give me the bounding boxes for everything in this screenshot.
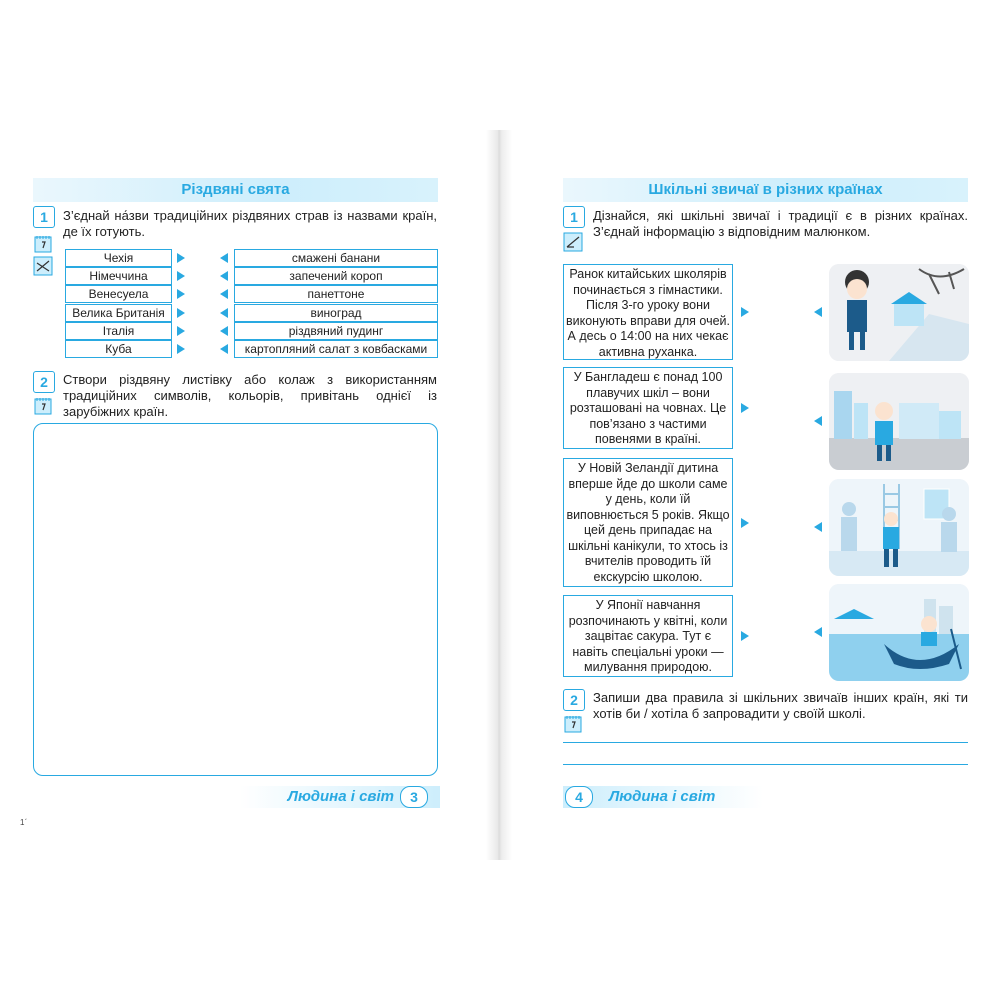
bangladesh-school-picture: [829, 373, 969, 470]
connect-arrow-icon[interactable]: [741, 307, 749, 317]
connect-icon: [563, 232, 583, 252]
connect-arrow-icon[interactable]: [814, 522, 822, 532]
dish-item: виноград: [234, 304, 438, 322]
dish-item: смажені банани: [234, 249, 438, 267]
subject-name: Людина і світ: [609, 788, 716, 805]
country-item: Куба: [65, 340, 172, 358]
country-item: Італія: [65, 322, 172, 340]
china-school-picture: [829, 264, 969, 361]
corner-mark: 1ˊ: [20, 818, 28, 827]
country-item: Велика Британія: [65, 304, 172, 322]
connect-arrow-icon[interactable]: [177, 253, 185, 263]
new-zealand-school-picture: [829, 479, 969, 576]
japan-school-picture: [829, 584, 969, 681]
dish-item: запечений короп: [234, 267, 438, 285]
connect-arrow-icon[interactable]: [741, 403, 749, 413]
connect-arrow-icon[interactable]: [220, 344, 228, 354]
connect-arrow-icon[interactable]: [741, 631, 749, 641]
connect-arrow-icon[interactable]: [220, 308, 228, 318]
dish-item: панеттоне: [234, 285, 438, 303]
answer-line[interactable]: [563, 742, 968, 743]
connect-arrow-icon[interactable]: [814, 416, 822, 426]
left-page: [0, 0, 488, 860]
page-number: 4: [565, 786, 593, 808]
fact-card: У Бангладеш є понад 100 плавучих шкіл – вони розташовані на човнах. Це пов’язано з частими повенями в країні.: [563, 367, 733, 449]
task-instruction: З’єднай на́зви традиційних різдвяних страв із назвами країн, де їх готують.: [63, 208, 437, 239]
answer-line[interactable]: [563, 764, 968, 765]
page-footer: [240, 786, 440, 808]
page-title: Різдвяні свята: [33, 178, 438, 202]
connect-arrow-icon[interactable]: [220, 253, 228, 263]
fact-card: У Новій Зеландії дитина вперше йде до школи саме у день, коли їй виповнюється 5 років. Якщо цей день припадає на шкільні канікули, то хтось із вчителів проводить їй екскурсію школою.: [563, 458, 733, 587]
notebook-icon: [33, 234, 53, 254]
country-item: Чехія: [65, 249, 172, 267]
task-instruction: Запиши два правила зі шкільних звичаїв інших країн, які ти хотів би / хотіла б запровадити у своїй школі.: [593, 690, 968, 721]
connect-arrow-icon[interactable]: [177, 344, 185, 354]
country-item: Венесуела: [65, 285, 172, 303]
task-number: 1: [33, 206, 55, 228]
task-instruction: Створи різдвяну листівку або колаж з використанням традиційних символів, кольорів, привітань однієї із зарубіжних країн.: [63, 372, 437, 419]
drawing-area[interactable]: [33, 423, 438, 776]
connect-arrow-icon[interactable]: [177, 271, 185, 281]
connect-arrow-icon[interactable]: [220, 289, 228, 299]
connect-arrow-icon[interactable]: [741, 518, 749, 528]
page-title: Шкільні звичаї в різних країнах: [563, 178, 968, 202]
notebook-icon: [33, 396, 53, 416]
dish-item: картопляний салат з ковбасками: [234, 340, 438, 358]
task-instruction: Дізнайся, які шкільні звичаї і традиції є в різних країнах. З’єднай інформацію з відповідним малюнком.: [593, 208, 968, 239]
task-number: 2: [33, 371, 55, 393]
page-number: 3: [400, 786, 428, 808]
connect-arrow-icon[interactable]: [177, 308, 185, 318]
task-number: 1: [563, 206, 585, 228]
dish-item: різдвяний пудинг: [234, 322, 438, 340]
task-number: 2: [563, 689, 585, 711]
fact-card: У Японії навчання розпочинають у квітні, коли зацвітає сакура. Тут є навіть спеціальні уроки — милування природою.: [563, 595, 733, 677]
connect-arrow-icon[interactable]: [220, 271, 228, 281]
fact-card: Ранок китайських школярів починається з гімнастики. Після 3-го уроку вони виконують вправи для очей. А десь о 14:00 на них чекає активна руханка.: [563, 264, 733, 360]
connect-arrow-icon[interactable]: [220, 326, 228, 336]
connect-icon: [33, 256, 53, 276]
connect-arrow-icon[interactable]: [177, 326, 185, 336]
notebook-icon: [563, 714, 583, 734]
connect-arrow-icon[interactable]: [814, 307, 822, 317]
connect-arrow-icon[interactable]: [177, 289, 185, 299]
subject-name: Людина і світ: [287, 788, 394, 805]
country-item: Німеччина: [65, 267, 172, 285]
connect-arrow-icon[interactable]: [814, 627, 822, 637]
book-spine: [486, 130, 512, 860]
page-footer: [563, 786, 763, 808]
